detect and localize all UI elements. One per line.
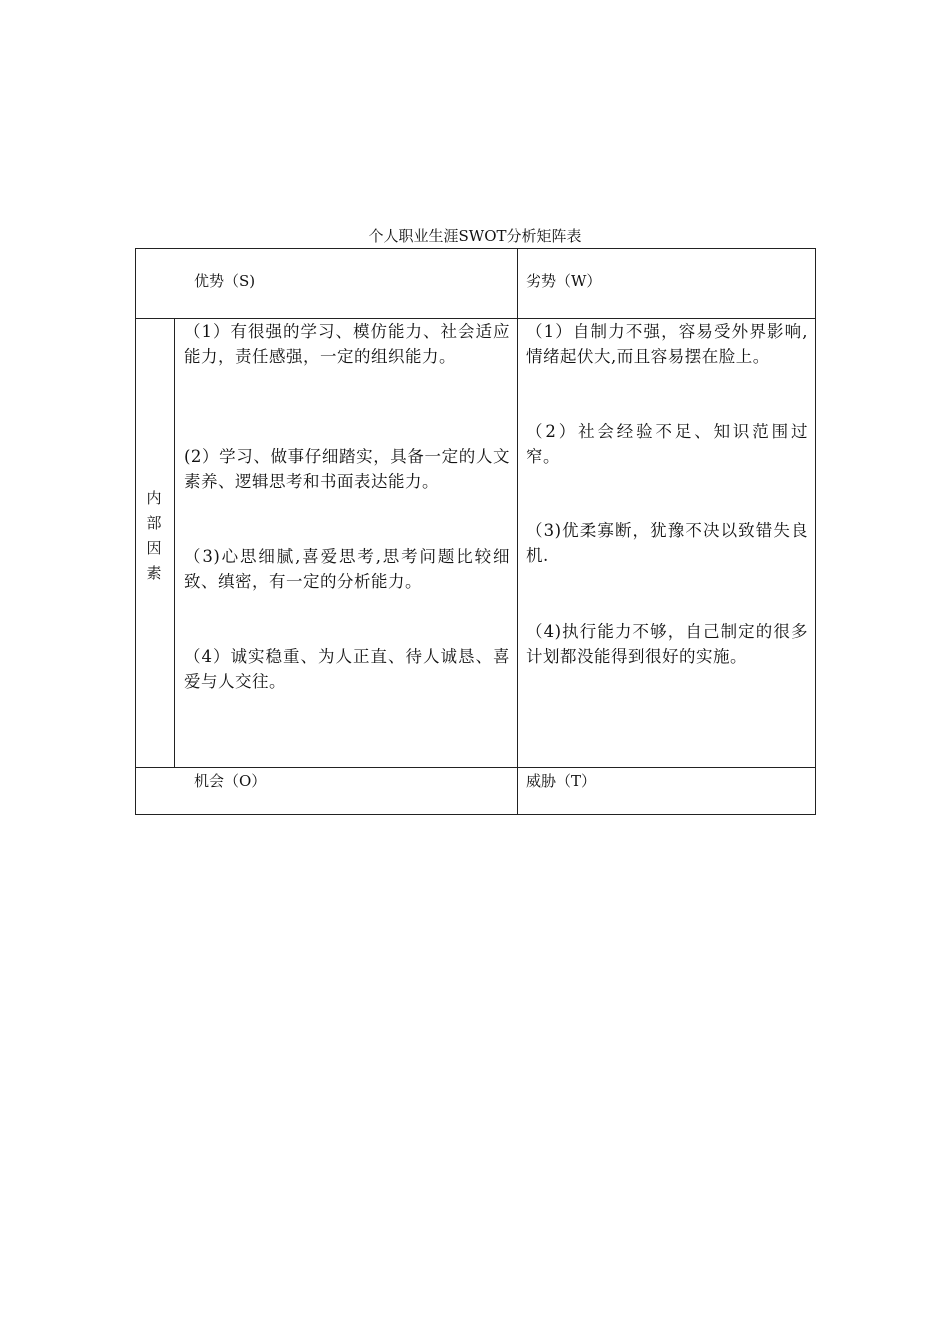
opportunities-header: 机会（O） [194, 772, 267, 790]
side-label-char: 部 [146, 514, 162, 532]
document-title: 个人职业生涯SWOT分析矩阵表 [368, 227, 582, 245]
column-divider-side [174, 318, 175, 767]
side-label-char: 素 [146, 564, 162, 582]
strength-item: (2）学习、做事仔细踏实，具备一定的人文素养、逻辑思考和书面表达能力。 [184, 447, 510, 491]
strength-item: （1）有很强的学习、模仿能力、社会适应能力，责任感强，一定的组织能力。 [184, 322, 510, 366]
side-label-char: 因 [146, 539, 162, 557]
strengths-header: 优势（S) [194, 272, 256, 290]
swot-matrix-table [135, 248, 816, 815]
weakness-item: （4)执行能力不够，自己制定的很多计划都没能得到很好的实施。 [526, 622, 808, 666]
strength-item: （3)心思细腻,喜爱思考,思考问题比较细致、缜密，有一定的分析能力。 [184, 547, 510, 591]
row-divider-bottom [136, 767, 815, 768]
weakness-item: （1）自制力不强，容易受外界影响,情绪起伏大,而且容易摆在脸上。 [526, 322, 808, 366]
weakness-item: （2）社会经验不足、知识范围过窄。 [526, 422, 808, 466]
strength-item: （4）诚实稳重、为人正直、待人诚恳、喜爱与人交往。 [184, 647, 510, 691]
side-label-char: 内 [146, 489, 162, 507]
column-divider-main [517, 249, 518, 815]
internal-factors-label [136, 486, 172, 586]
weakness-item: （3)优柔寡断，犹豫不决以致错失良机. [526, 521, 808, 565]
weaknesses-header: 劣势（W） [526, 272, 602, 290]
threats-header: 威胁（T） [526, 772, 597, 790]
